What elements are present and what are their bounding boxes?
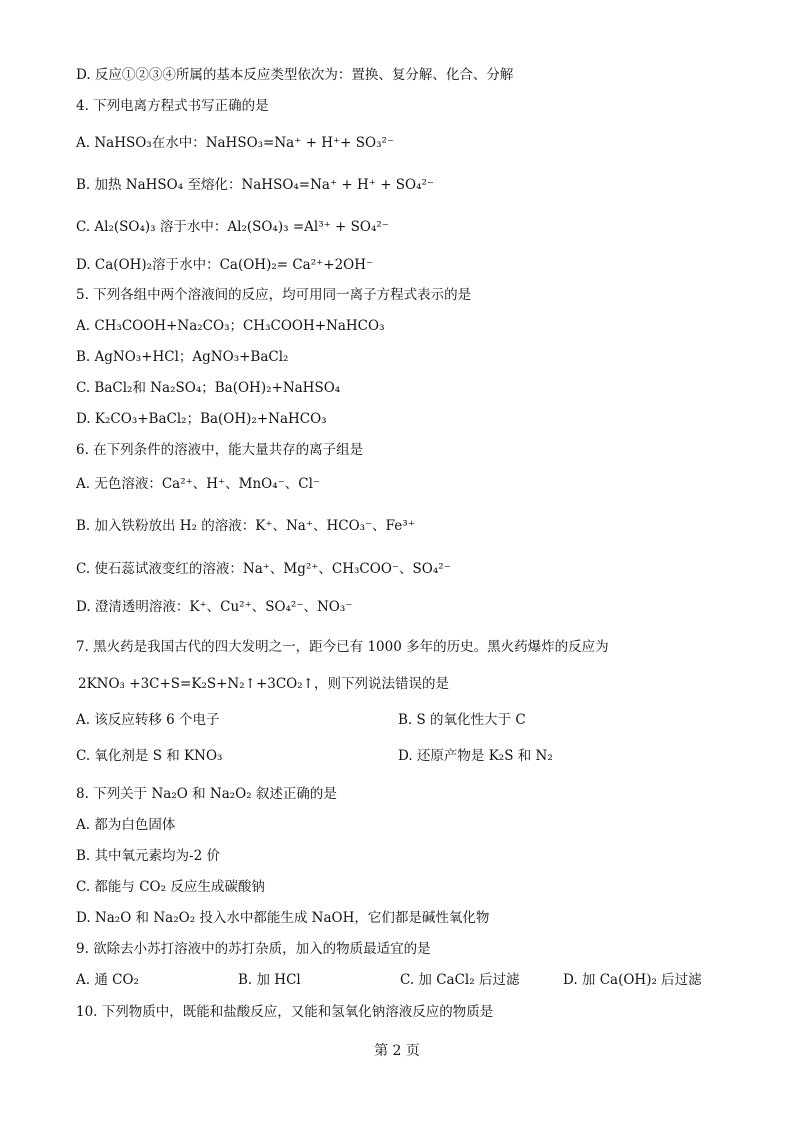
q7-option-c: C. 氧化剂是 S 和 KNO₃ xyxy=(76,748,223,764)
q9-stem: 9. 欲除去小苏打溶液中的苏打杂质，加入的物质最适宜的是 xyxy=(76,941,431,957)
q5-option-c: C. BaCl₂和 Na₂SO₄；Ba(OH)₂+NaHSO₄ xyxy=(76,380,341,396)
q5-option-d: D. K₂CO₃+BaCl₂；Ba(OH)₂+NaHCO₃ xyxy=(76,411,327,427)
q3-option-d: D. 反应①②③④所属的基本反应类型依次为：置换、复分解、化合、分解 xyxy=(76,67,514,83)
q8-option-b: B. 其中氧元素均为-2 价 xyxy=(76,848,220,864)
q9-option-a: A. 通 CO₂ xyxy=(76,972,139,988)
page-number: 第 2 页 xyxy=(374,1043,420,1059)
q7-stem: 7. 黑火药是我国古代的四大发明之一，距今已有 1000 多年的历史。黑火药爆炸的反应为 xyxy=(76,639,609,655)
q7-option-a: A. 该反应转移 6 个电子 xyxy=(76,712,220,728)
q8-stem: 8. 下列关于 Na₂O 和 Na₂O₂ 叙述正确的是 xyxy=(76,786,337,802)
q7-option-d: D. 还原产物是 K₂S 和 N₂ xyxy=(398,748,553,764)
q8-option-d: D. Na₂O 和 Na₂O₂ 投入水中都能生成 NaOH，它们都是碱性氧化物 xyxy=(76,910,490,926)
q7-equation: 2KNO₃ +3C+S=K₂S+N₂↑+3CO₂↑，则下列说法错误的是 xyxy=(78,676,449,692)
q5-option-a: A. CH₃COOH+Na₂CO₃；CH₃COOH+NaHCO₃ xyxy=(76,318,385,334)
q4-option-d: D. Ca(OH)₂溶于水中：Ca(OH)₂= Ca²⁺+2OH⁻ xyxy=(76,257,374,273)
q4-option-c: C. Al₂(SO₄)₃ 溶于水中：Al₂(SO₄)₃ =Al³⁺ + SO₄²⁻ xyxy=(76,219,389,235)
q6-stem: 6. 在下列条件的溶液中，能大量共存的离子组是 xyxy=(76,442,364,458)
q9-option-b: B. 加 HCl xyxy=(238,972,301,988)
q4-stem: 4. 下列电离方程式书写正确的是 xyxy=(76,98,269,114)
q5-stem: 5. 下列各组中两个溶液间的反应，均可用同一离子方程式表示的是 xyxy=(76,287,472,303)
q8-option-a: A. 都为白色固体 xyxy=(76,817,176,833)
q6-option-b: B. 加入铁粉放出 H₂ 的溶液：K⁺、Na⁺、HCO₃⁻、Fe³⁺ xyxy=(76,518,415,534)
q6-option-a: A. 无色溶液：Ca²⁺、H⁺、MnO₄⁻、Cl⁻ xyxy=(76,476,321,492)
q5-option-b: B. AgNO₃+HCl；AgNO₃+BaCl₂ xyxy=(76,349,289,365)
q6-option-c: C. 使石蕊试液变红的溶液：Na⁺、Mg²⁺、CH₃COO⁻、SO₄²⁻ xyxy=(76,561,451,577)
q6-option-d: D. 澄清透明溶液：K⁺、Cu²⁺、SO₄²⁻、NO₃⁻ xyxy=(76,599,353,615)
q8-option-c: C. 都能与 CO₂ 反应生成碳酸钠 xyxy=(76,879,265,895)
q4-option-a: A. NaHSO₃在水中：NaHSO₃=Na⁺ + H⁺+ SO₃²⁻ xyxy=(76,135,395,151)
q9-option-c: C. 加 CaCl₂ 后过滤 xyxy=(400,972,520,988)
q10-stem: 10. 下列物质中，既能和盐酸反应，又能和氢氧化钠溶液反应的物质是 xyxy=(76,1004,494,1020)
q7-option-b: B. S 的氧化性大于 C xyxy=(398,712,526,728)
q9-option-d: D. 加 Ca(OH)₂ 后过滤 xyxy=(563,972,702,988)
q4-option-b: B. 加热 NaHSO₄ 至熔化：NaHSO₄=Na⁺ + H⁺ + SO₄²⁻ xyxy=(76,177,435,193)
